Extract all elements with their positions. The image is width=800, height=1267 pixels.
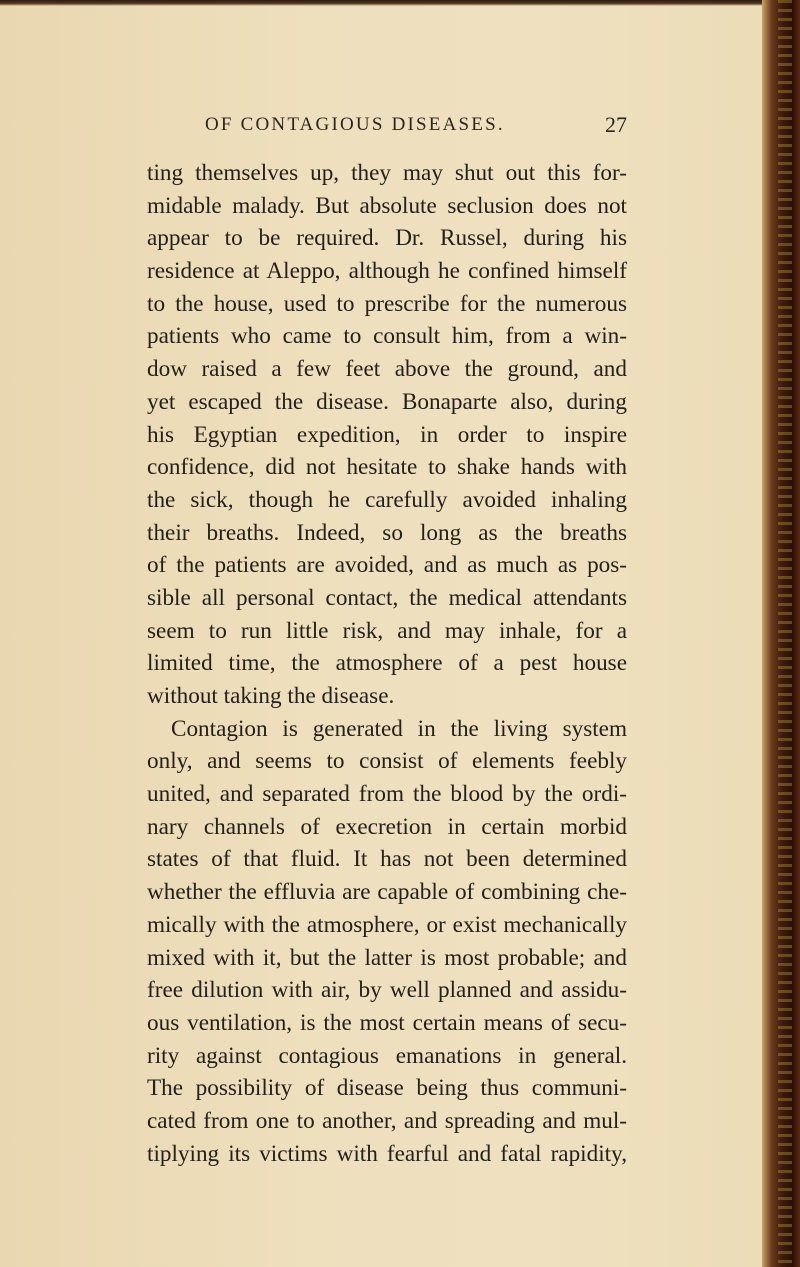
text-line: cated from one to another, and spreading and mul-: [147, 1107, 627, 1134]
text-line: tiplying its victims with fearful and fatal rapidity,: [147, 1140, 627, 1167]
text-line: his Egyptian expedition, in order to inspire: [147, 421, 627, 448]
text-line: yet escaped the disease. Bonaparte also, during: [147, 388, 627, 415]
text-line: sible all personal contact, the medical attendants: [147, 584, 627, 611]
text-line: mixed with it, but the latter is most probable; and: [147, 944, 627, 971]
text-line: ting themselves up, they may shut out this for-: [147, 160, 627, 186]
text-line: limited time, the atmosphere of a pest house: [147, 650, 627, 677]
text-line: confidence, did not hesitate to shake hands with: [147, 454, 627, 481]
text-line: of the patients are avoided, and as much as pos-: [147, 552, 627, 579]
text-line: residence at Aleppo, although he confined himself: [147, 258, 627, 285]
text-line: whether the effluvia are capable of combining che-: [147, 879, 627, 906]
text-line: to the house, used to prescribe for the numerous: [147, 290, 627, 317]
text-line: united, and separated from the blood by the ordi-: [147, 781, 627, 808]
spine-texture: [778, 0, 792, 1267]
text-line: midable malady. But absolute seclusion does not: [147, 192, 627, 219]
text-line: mically with the atmosphere, or exist mechanically: [147, 911, 627, 938]
text-line: their breaths. Indeed, so long as the breaths: [147, 519, 627, 546]
text-line: the sick, though he carefully avoided inhaling: [147, 486, 627, 513]
page-number: 27: [605, 112, 627, 137]
book-spine: [762, 0, 800, 1267]
body-text: [147, 157, 627, 1170]
paragraph-end-line: without taking the disease.: [147, 683, 395, 709]
text-line: states of that fluid. It has not been determined: [147, 846, 627, 873]
text-line: free dilution with air, by well planned and assidu-: [147, 977, 627, 1004]
text-line: appear to be required. Dr. Russel, during his: [147, 225, 627, 252]
text-line: ous ventilation, is the most certain means of secu-: [147, 1009, 627, 1036]
page-top-edge: [0, 0, 762, 6]
text-line: patients who came to consult him, from a win-: [147, 323, 627, 350]
text-line: seem to run little risk, and may inhale, for a: [147, 617, 627, 644]
text-line: rity against contagious emanations in general.: [147, 1042, 627, 1069]
text-line: nary channels of execretion in certain morbid: [147, 813, 627, 840]
running-head: [0, 114, 762, 144]
text-line: The possibility of disease being thus communi-: [147, 1075, 627, 1102]
running-title: OF CONTAGIOUS DISEASES.: [205, 114, 505, 135]
text-line: dow raised a few feet above the ground, and: [147, 356, 627, 383]
text-line: only, and seems to consist of elements feebly: [147, 748, 627, 775]
paragraph-start-line: Contagion is generated in the living system: [171, 715, 627, 742]
